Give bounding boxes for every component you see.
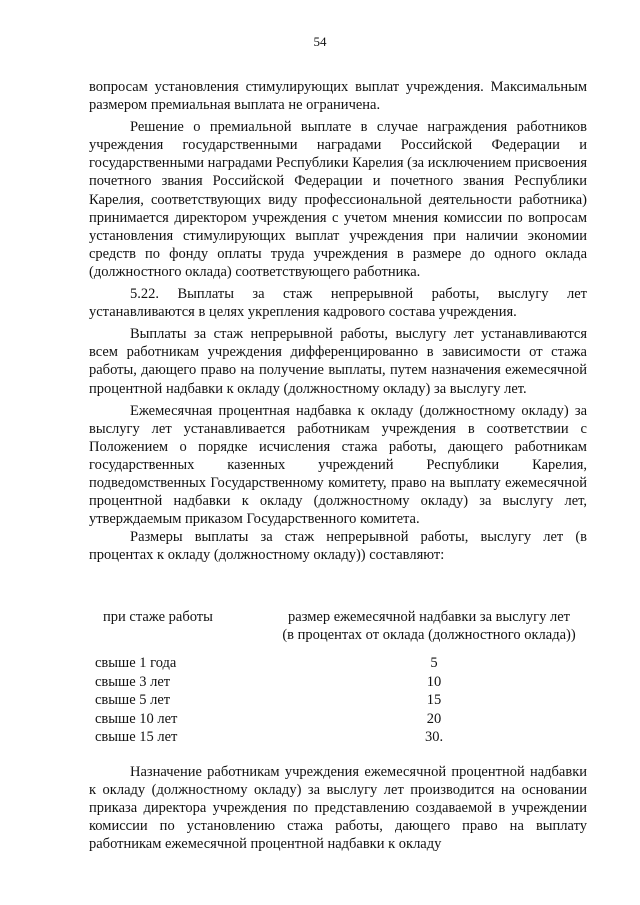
table-cell-period: свыше 10 лет	[95, 710, 178, 727]
paragraph-monthly-bonus: Ежемесячная процентная надбавка к окладу (должностному окладу) за выслугу лет устанавливается работникам учреждения в соответствии с Положением о порядке исчисления стажа работы, дающего работникам государственных казенных учреждений Республики Карелия, подведомственных Государственному комитету, право на выплату ежемесячной процентной надбавки к окладу (должностному окладу) за выслугу лет, утверждаемым приказом Государственного комитета.	[89, 402, 587, 528]
table-cell-percent: 30.	[424, 729, 444, 745]
paragraph-section-5-22: 5.22. Выплаты за стаж непрерывной работы, выслугу лет устанавливаются в целях укрепления кадрового состава учреждения.	[89, 286, 587, 321]
paragraph-amounts-intro: Размеры выплаты за стаж непрерывной работы, выслугу лет (в процентах к окладу (должностному окладу)) составляют:	[89, 529, 587, 564]
table-cell-period: свыше 1 года	[95, 655, 177, 671]
table-row	[89, 729, 589, 748]
paragraph-assignment: Назначение работникам учреждения ежемесячной процентной надбавки к окладу (должностному окладу) за выслугу лет производится на основании приказа директора учреждения по представлению создаваемой в учреждении комиссии по установлению стажа работы, дающего право на выплату работникам ежемесячной процентной надбавки к окладу	[89, 764, 587, 853]
table-cell-period: свыше 15 лет	[95, 729, 178, 745]
table-body	[89, 655, 589, 748]
table-row	[89, 655, 589, 674]
page-number: 54	[313, 34, 327, 49]
paragraph-continuation: вопросам установления стимулирующих выплат учреждения. Максимальным размером премиальная выплата не ограничена.	[89, 79, 587, 114]
table-cell-period: свыше 3 лет	[95, 673, 171, 690]
table-header-percent-line2: (в процентах от оклада (должностного оклада))	[282, 627, 576, 643]
document-body	[89, 78, 587, 564]
table-row	[89, 692, 589, 711]
table-cell-percent: 10	[426, 673, 442, 690]
table-row	[89, 711, 589, 730]
table-cell-percent: 5	[430, 655, 438, 671]
table-header-percent-line1: размер ежемесячной надбавки за выслугу лет	[288, 609, 570, 625]
table-row	[89, 674, 589, 693]
paragraph-seniority-payments: Выплаты за стаж непрерывной работы, выслугу лет устанавливаются всем работникам учреждения дифференцированно в зависимости от стажа работы, дающего право на получение выплаты, путем назначения ежемесячной процентной надбавки к окладу (должностному окладу) за выслугу лет.	[89, 326, 587, 397]
table-cell-percent: 15	[426, 692, 442, 708]
table-header-percent	[269, 608, 589, 644]
paragraph-bonus-decision: Решение о премиальной выплате в случае награждения работников учреждения государственными наградами Российской Федерации и государственными наградами Республики Карелия (за исключением присвоения почетного звания Российской Федерации и почетного звания Республики Карелия, соответствующих виду профессиональной деятельности работника) принимается директором учреждения с учетом мнения комиссии по вопросам установления стимулирующих выплат учреждения при наличии экономии средств по фонду оплаты труда учреждения в размере до одного оклада (должностного оклада) соответствующего работника.	[89, 119, 587, 280]
table-cell-percent: 20	[426, 710, 442, 727]
document-body-tail	[89, 763, 587, 853]
table-header-period: при стаже работы	[103, 609, 213, 625]
table-cell-period: свыше 5 лет	[95, 692, 171, 708]
